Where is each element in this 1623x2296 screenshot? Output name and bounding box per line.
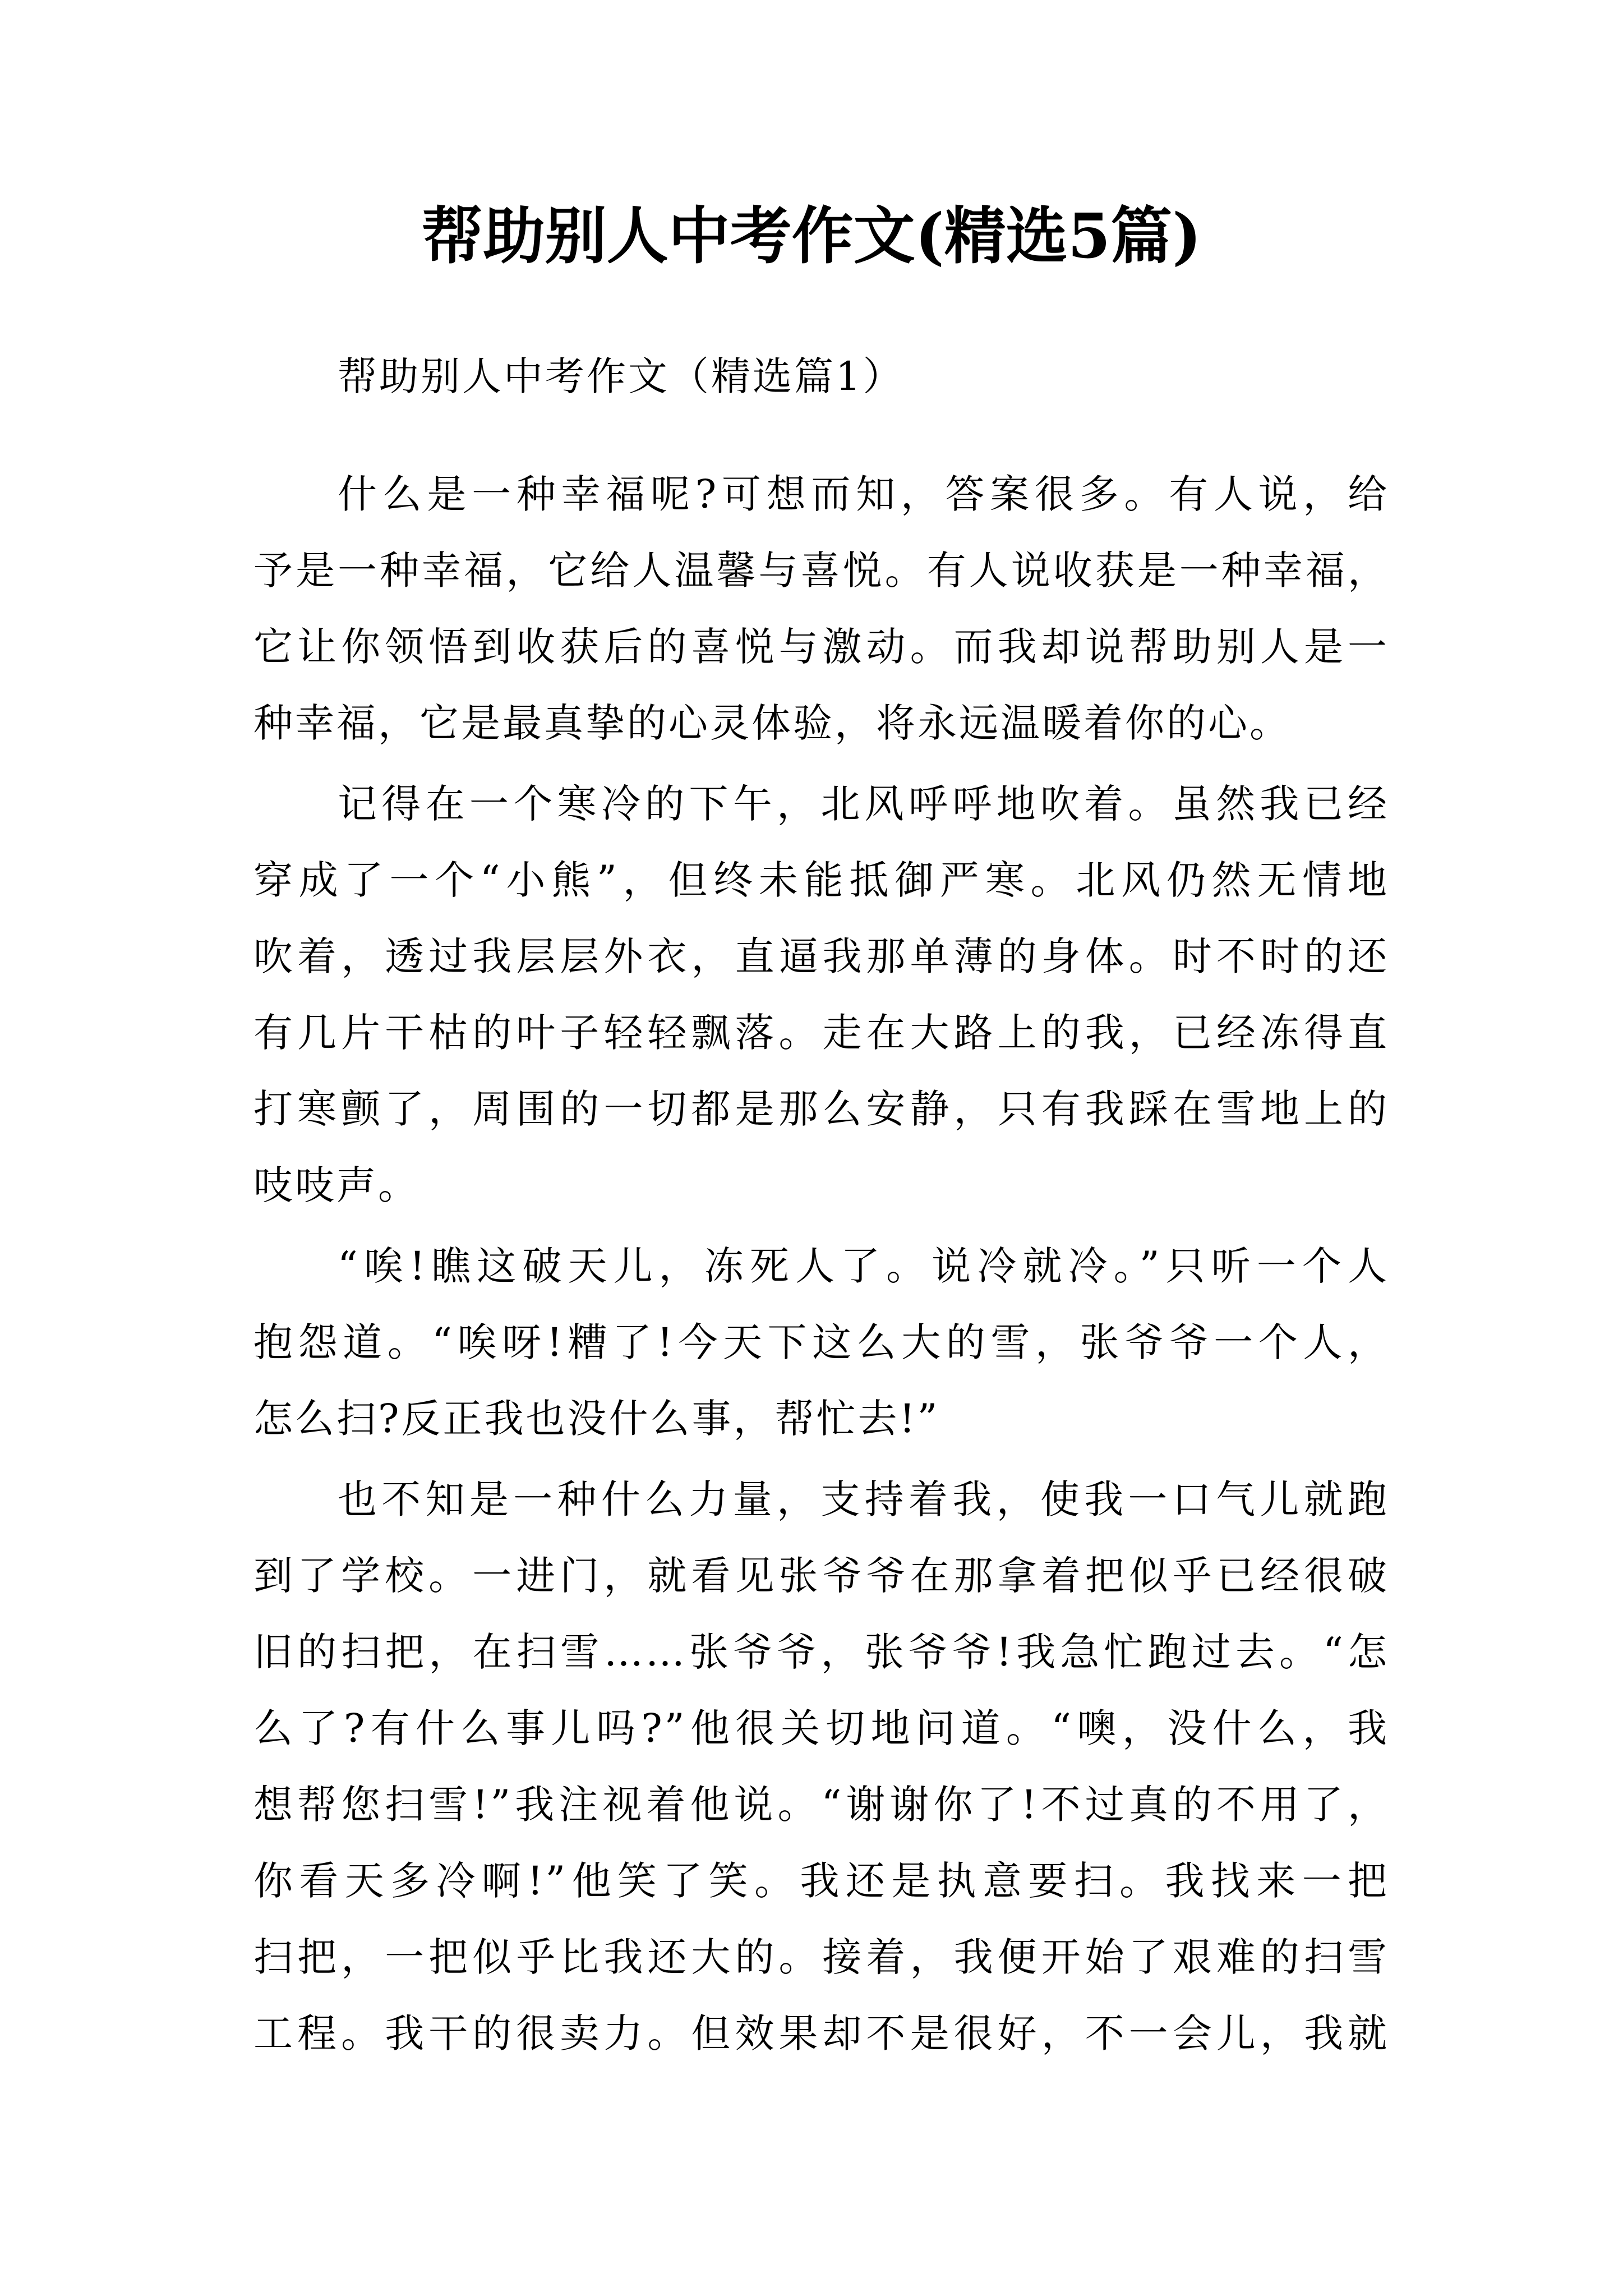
text-line: 么了?有什么事儿吗?”他很关切地问道。“噢，没什么，我	[253, 1705, 1389, 1751]
text-line: 你看天多冷啊!”他笑了笑。我还是执意要扫。我找来一把	[253, 1858, 1389, 1904]
text-line: 工程。我干的很卖力。但效果却不是很好，不一会儿，我就	[253, 2010, 1389, 2056]
text-line: 穿成了一个“小熊”，但终未能抵御严寒。北风仍然无情地	[253, 857, 1389, 903]
document-title: 帮助别人中考作文(精选5篇)	[421, 200, 1202, 272]
text-line: 记得在一个寒冷的下午，北风呼呼地吹着。虽然我已经	[338, 781, 1389, 827]
text-line: 抱怨道。“唉呀!糟了!今天下这么大的雪，张爷爷一个人，	[253, 1319, 1389, 1365]
text-line: 吹着，透过我层层外衣，直逼我那单薄的身体。时不时的还	[253, 933, 1389, 979]
text-line: 扫把，一把似乎比我还大的。接着，我便开始了艰难的扫雪	[253, 1934, 1389, 1980]
paragraph	[253, 1461, 1389, 2072]
text-line: 吱吱声。	[253, 1162, 419, 1208]
text-line: 想帮您扫雪!”我注视着他说。“谢谢你了!不过真的不用了，	[253, 1782, 1389, 1828]
text-line: 也不知是一种什么力量，支持着我，使我一口气儿就跑	[338, 1476, 1389, 1522]
document-body	[253, 338, 1389, 2072]
paragraph	[253, 1228, 1389, 1457]
text-line: 它让你领悟到收获后的喜悦与激动。而我却说帮助别人是一	[253, 624, 1389, 670]
text-line: 什么是一种幸福呢?可想而知，答案很多。有人说，给	[338, 471, 1389, 517]
text-line: 予是一种幸福，它给人温馨与喜悦。有人说收获是一种幸福，	[253, 547, 1389, 593]
text-line: “唉!瞧这破天儿，冻死人了。说冷就冷。”只听一个人	[338, 1243, 1389, 1289]
paragraph	[253, 766, 1389, 1223]
text-line: 种幸福，它是最真挚的心灵体验，将永远温暖着你的心。	[253, 700, 1291, 746]
section-heading: 帮助别人中考作文（精选篇1）	[338, 353, 905, 399]
paragraph	[253, 456, 1389, 761]
text-line: 旧的扫把，在扫雪……张爷爷，张爷爷!我急忙跑过去。“怎	[253, 1629, 1389, 1675]
text-line: 怎么扫?反正我也没什么事，帮忙去!”	[253, 1396, 940, 1442]
text-line: 有几片干枯的叶子轻轻飘落。走在大路上的我，已经冻得直	[253, 1010, 1389, 1056]
text-line: 打寒颤了，周围的一切都是那么安静，只有我踩在雪地上的	[253, 1086, 1389, 1132]
text-line: 到了学校。一进门，就看见张爷爷在那拿着把似乎已经很破	[253, 1553, 1389, 1599]
